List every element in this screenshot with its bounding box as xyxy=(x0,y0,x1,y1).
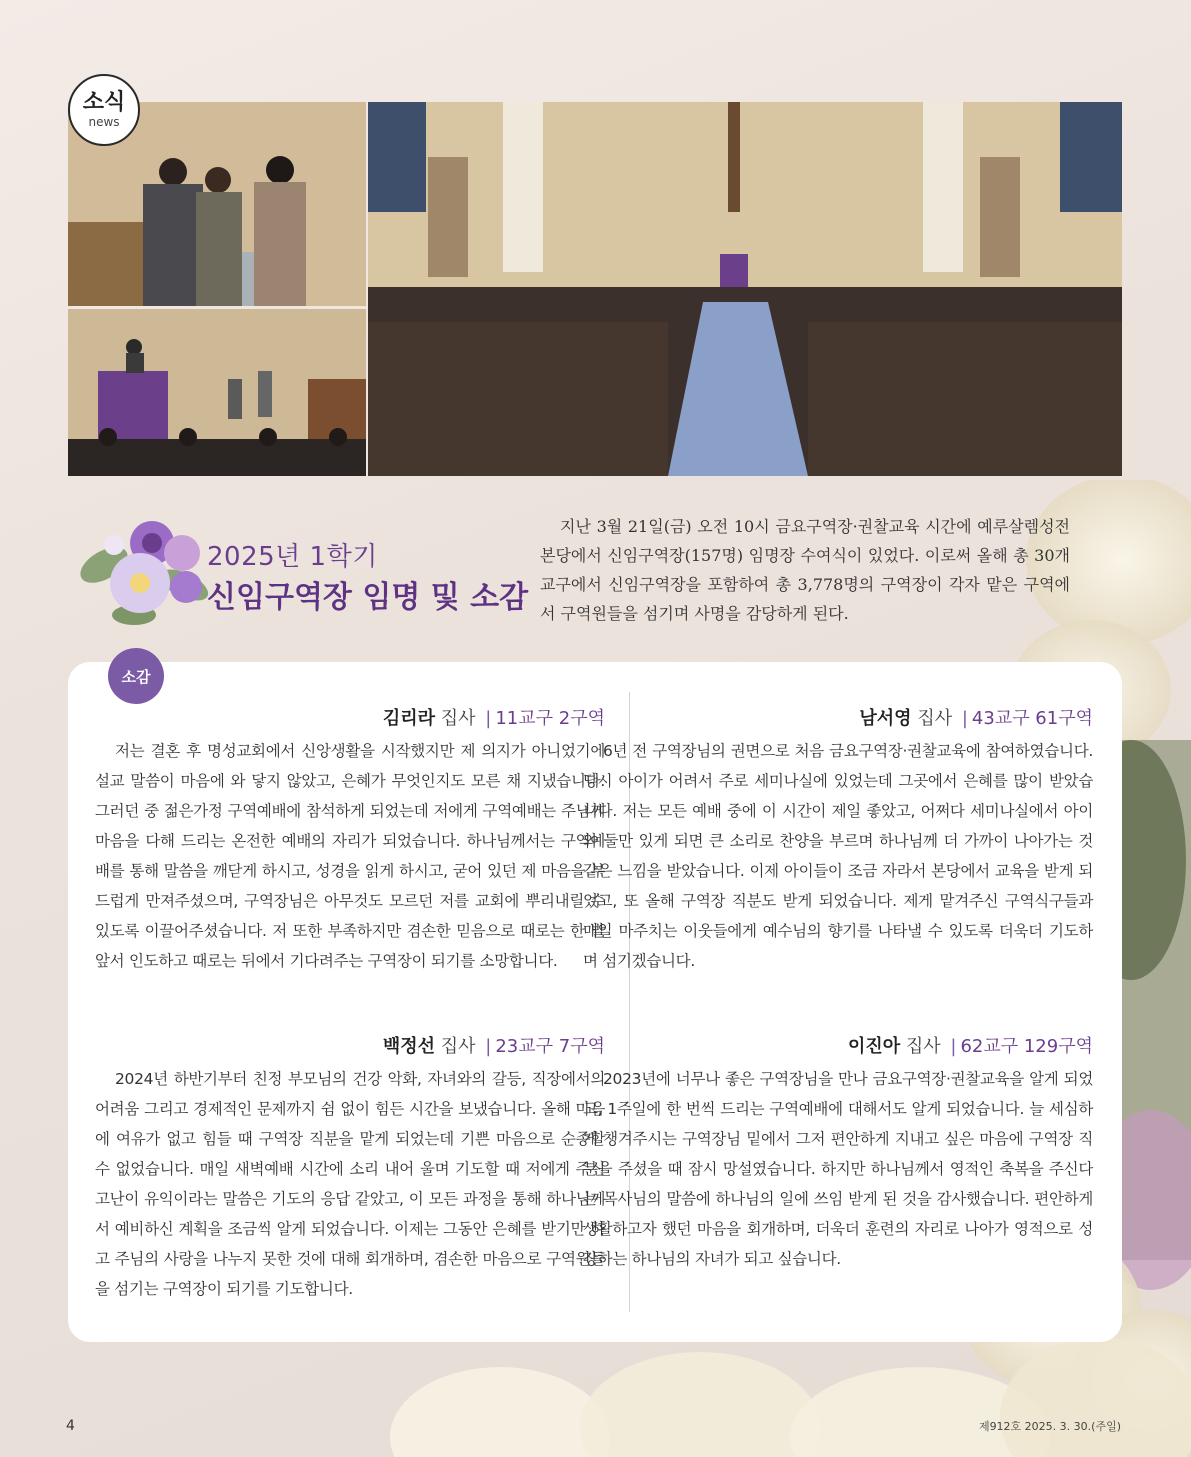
entry-separator: | xyxy=(485,1036,492,1057)
page-number: 4 xyxy=(66,1418,75,1434)
entry-heading xyxy=(583,704,1093,730)
entry-separator: | xyxy=(961,708,968,729)
testimony-entry-2 xyxy=(95,1032,605,1304)
badge-ko: 소식 xyxy=(82,90,126,115)
entry-separator: | xyxy=(950,1036,957,1057)
intro-paragraph: 지난 3월 21일(금) 오전 10시 금요구역장·권찰교육 시간에 예루살렘성전 본당에서 신임구역장(157명) 임명장 수여식이 있었다. 이로써 올해 총 30개 교구에서 신임구역장을 포함하여 총 3,778명의 구역장이 각자 맡은 구역에서 구역원들을 섬기며 사명을 감당하게 된다. xyxy=(540,517,1070,623)
flower-bouquet-icon xyxy=(74,505,214,635)
entry-text: 6년 전 구역장님의 권면으로 처음 금요구역장·권찰교육에 참여하였습니다. 당시 아이가 어려서 주로 세미나실에 있었는데 그곳에서 은혜를 많이 받았습니다. 저는 모든 예배 중에 이 시간이 제일 좋았고, 어쩌다 세미나실에서 아이와 둘만 있게 되면 큰 소리로 찬양을 부르며 하나님께 더 가까이 나아가는 것 같은 느낌을 받았습니다. 이제 아이들이 조금 자라서 본당에서 교육을 받게 되었고, 또 올해 구역장 직분도 받게 되었습니다. 제게 맡겨주신 구역식구들과 매일 마주치는 이웃들에게 예수님의 향기를 나타낼 수 있도록 더욱더 기도하며 섬기겠습니다. xyxy=(583,742,1093,970)
entry-district: 62교구 129구역 xyxy=(960,1036,1093,1057)
entry-district: 43교구 61구역 xyxy=(971,708,1093,729)
entry-separator: | xyxy=(485,708,492,729)
testimony-entry-1 xyxy=(95,704,605,976)
entry-name: 김리라 xyxy=(382,708,436,729)
entry-text: 저는 결혼 후 명성교회에서 신앙생활을 시작했지만 제 의지가 아니었기에 설교 말씀이 마음에 와 닿지 않았고, 은혜가 무엇인지도 모른 채 지냈습니다. 그러던 중 젊은가정 구역예배에 참석하게 되었는데 저에게 구역예배는 주님께 마음을 다해 드리는 온전한 예배의 자리가 되었습니다. 하나님께서는 구역예배를 통해 말씀을 깨닫게 하시고, 성경을 읽게 하시고, 굳어 있던 제 마음을 부드럽게 만져주셨으며, 구역장님은 아무것도 모르던 저를 교회에 뿌리내릴 수 있도록 이끌어주셨습니다. 저 또한 부족하지만 겸손한 믿음으로 때로는 한 발 앞서 인도하고 때로는 뒤에서 기다려주는 구역장이 되기를 소망합니다. xyxy=(95,742,605,970)
entry-name: 이진아 xyxy=(847,1036,901,1057)
title-line2: 신임구역장 임명 및 소감 xyxy=(207,580,529,615)
title-line1: 2025년 1학기 xyxy=(207,542,378,572)
testimony-entry-4 xyxy=(583,1032,1093,1274)
entry-name: 남서영 xyxy=(859,708,912,729)
photo-sanctuary-ceremony xyxy=(368,102,1122,476)
entry-role: 집사 xyxy=(440,708,476,729)
entry-name: 백정선 xyxy=(382,1036,436,1057)
entry-heading xyxy=(583,1032,1093,1058)
entry-text: 2023년에 너무나 좋은 구역장님을 만나 금요구역장·권찰교육을 알게 되었고, 1주일에 한 번씩 드리는 구역예배에 대해서도 알게 되었습니다. 늘 세심하게 챙겨주시는 구역장님 밑에서 그저 편안하게 지내고 싶은 마음에 구역장 직분을 주셨을 때 잠시 망설였습니다. 하지만 하나님께서 영적인 축복을 주신다는 목사님의 말씀에 하나님의 일에 쓰임 받게 된 것을 감사했습니다. 편안하게 생활하고자 했던 마음을 회개하며, 더욱더 훈련의 자리로 나아가 영적으로 성장하는 하나님의 자녀가 되고 싶습니다. xyxy=(583,1070,1093,1268)
testimony-tag: 소감 xyxy=(108,648,164,704)
entry-heading xyxy=(95,704,605,730)
entry-role: 집사 xyxy=(440,1036,476,1057)
entry-text: 2024년 하반기부터 친정 부모님의 건강 악화, 자녀와의 갈등, 직장에서의 어려움 그리고 경제적인 문제까지 쉼 없이 힘든 시간을 보냈습니다. 올해 마음에 여유가 없고 힘들 때 구역장 직분을 맡게 되었는데 기쁜 마음으로 순종할 수 없었습니다. 매일 새벽예배 시간에 소리 내어 울며 기도할 때 저에게 주신 고난이 유익이라는 말씀은 기도의 응답 같았고, 이 모든 과정을 통해 하나님께서 예비하신 계획을 조금씩 알게 되었습니다. 이제는 그동안 은혜를 받기만 하고 주님의 사랑을 나누지 못한 것에 대해 회개하며, 겸손한 마음으로 구역원들을 섬기는 구역장이 되기를 기도합니다. xyxy=(95,1070,605,1298)
photo-pulpit-stage xyxy=(68,309,366,476)
badge-en: news xyxy=(88,115,120,129)
entry-role: 집사 xyxy=(917,708,953,729)
entry-district: 11교구 2구역 xyxy=(495,708,605,729)
entry-role: 집사 xyxy=(905,1036,941,1057)
entry-district: 23교구 7구역 xyxy=(495,1036,605,1057)
issue-info: 제912호 2025. 3. 30.(주일) xyxy=(978,1420,1121,1433)
testimony-entry-3 xyxy=(583,704,1093,976)
entry-heading xyxy=(95,1032,605,1058)
news-badge xyxy=(68,74,140,146)
